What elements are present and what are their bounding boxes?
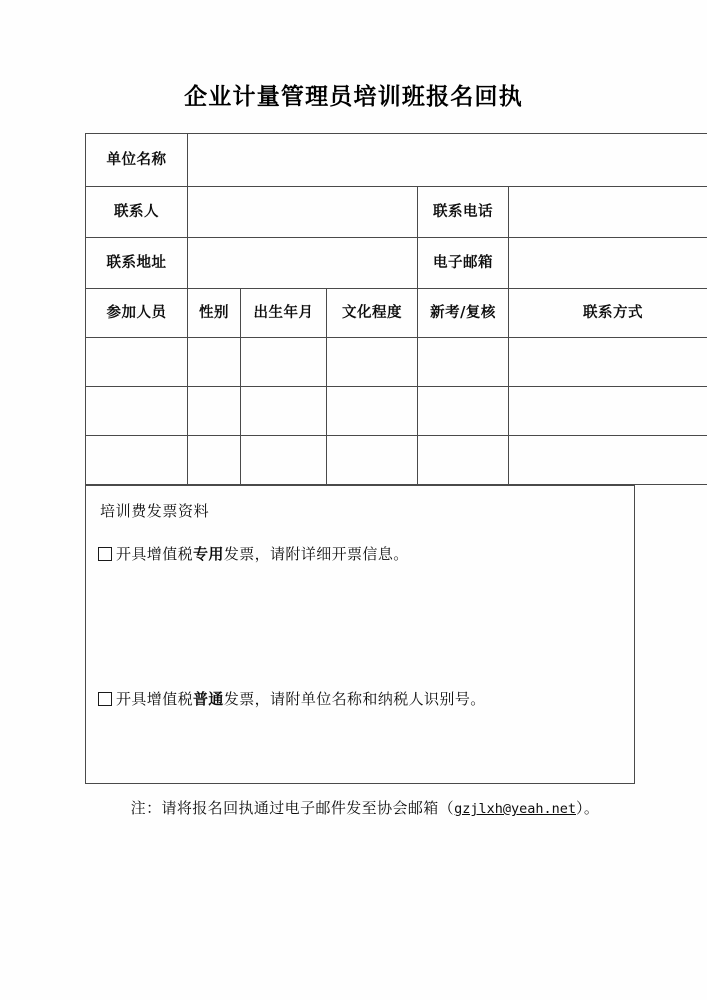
cell-participant-gender[interactable] [188, 387, 241, 436]
column-header-birthdate: 出生年月 [241, 289, 327, 338]
label-contact-phone: 联系电话 [418, 187, 509, 238]
invoice-option-general-prefix: 开具增值税 [116, 689, 194, 708]
column-header-exam-type: 新考/复核 [418, 289, 509, 338]
table-row-address [86, 238, 707, 289]
invoice-option-general[interactable] [98, 688, 634, 711]
registration-form-table [85, 133, 707, 485]
field-email[interactable] [509, 238, 707, 289]
table-row [86, 436, 707, 485]
column-header-contact-method: 联系方式 [509, 289, 707, 338]
cell-participant-education[interactable] [327, 436, 418, 485]
cell-participant-education[interactable] [327, 338, 418, 387]
column-header-gender: 性别 [188, 289, 241, 338]
field-unit-name[interactable] [188, 134, 707, 187]
cell-participant-name[interactable] [86, 338, 188, 387]
cell-participant-birthdate[interactable] [241, 436, 327, 485]
page-title: 企业计量管理员培训班报名回执 [184, 83, 523, 110]
cell-participant-birthdate[interactable] [241, 387, 327, 436]
invoice-option-general-suffix: 发票，请附单位名称和纳税人识别号。 [223, 689, 486, 708]
invoice-option-special-suffix: 发票，请附详细开票信息。 [223, 545, 409, 563]
field-contact-person[interactable] [188, 187, 418, 238]
cell-participant-name[interactable] [86, 436, 188, 485]
cell-participant-exam-type[interactable] [418, 387, 509, 436]
invoice-option-special-emphasis: 专用 [193, 545, 224, 563]
label-unit-name: 单位名称 [86, 134, 188, 187]
association-email-link[interactable]: gzjlxh@yeah.net [454, 801, 576, 817]
table-row [86, 387, 707, 436]
column-header-name: 参加人员 [86, 289, 188, 338]
footer-note-suffix: ）。 [576, 799, 600, 817]
table-row [86, 338, 707, 387]
table-row-participant-headers [86, 289, 707, 338]
invoice-information-box [85, 485, 635, 784]
table-row-contact [86, 187, 707, 238]
cell-participant-gender[interactable] [188, 436, 241, 485]
cell-participant-exam-type[interactable] [418, 338, 509, 387]
cell-participant-contact-method[interactable] [509, 338, 707, 387]
checkbox-icon[interactable] [98, 547, 112, 561]
label-email: 电子邮箱 [418, 238, 509, 289]
cell-participant-gender[interactable] [188, 338, 241, 387]
cell-participant-exam-type[interactable] [418, 436, 509, 485]
cell-participant-contact-method[interactable] [509, 387, 707, 436]
table-row-unit [86, 134, 707, 187]
invoice-section-heading: 培训费发票资料 [100, 502, 210, 520]
field-contact-phone[interactable] [509, 187, 707, 238]
footer-note-prefix: 注：请将报名回执通过电子邮件发至协会邮箱（ [130, 799, 455, 817]
invoice-option-special[interactable] [98, 543, 634, 566]
footer-note [85, 797, 645, 818]
invoice-option-special-label [116, 543, 409, 566]
invoice-option-general-emphasis: 普通 [193, 689, 224, 708]
field-contact-address[interactable] [188, 238, 418, 289]
cell-participant-contact-method[interactable] [509, 436, 707, 485]
cell-participant-birthdate[interactable] [241, 338, 327, 387]
invoice-option-special-prefix: 开具增值税 [116, 545, 194, 563]
checkbox-icon[interactable] [98, 692, 112, 706]
cell-participant-name[interactable] [86, 387, 188, 436]
label-contact-address: 联系地址 [86, 238, 188, 289]
column-header-education: 文化程度 [327, 289, 418, 338]
label-contact-person: 联系人 [86, 187, 188, 238]
invoice-option-general-label [116, 688, 486, 711]
cell-participant-education[interactable] [327, 387, 418, 436]
